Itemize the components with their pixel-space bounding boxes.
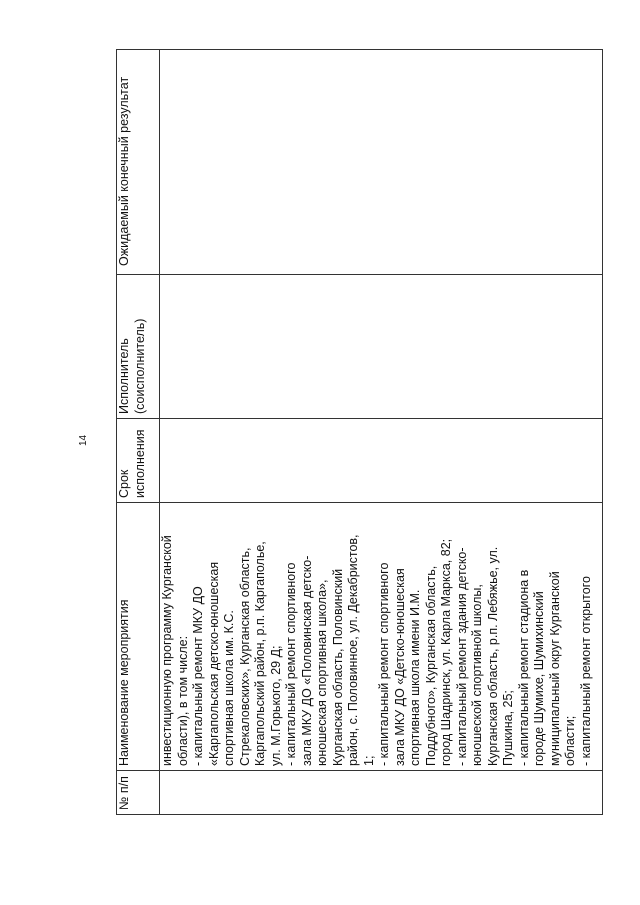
description-line: - капитальный ремонт здания детско- bbox=[454, 547, 469, 766]
description-line: - капитальный ремонт стадиона в bbox=[516, 569, 531, 766]
description-line: Стрекаловских», Курганская область, bbox=[237, 547, 252, 766]
description-line: Каргапольский район, р.п. Каргаполье, bbox=[253, 541, 267, 766]
description-line: зала МКУ ДО «Половинская детско- bbox=[299, 555, 314, 766]
events-table bbox=[116, 49, 603, 815]
description-line: зала МКУ ДО «Детско-юношеская bbox=[392, 568, 407, 766]
table-row bbox=[160, 50, 603, 815]
description-line: Курганская область, Половинский bbox=[330, 568, 345, 766]
description-line: - капитальный ремонт МКУ ДО bbox=[191, 586, 205, 766]
description-line: Курганская область, р.п. Лебяжье, ул. bbox=[485, 546, 500, 766]
description-line: - капитальный ремонт спортивного bbox=[284, 562, 298, 766]
description-line: город Шадринск, ул. Карла Маркса, 82; bbox=[439, 538, 453, 766]
cell-deadline bbox=[160, 419, 603, 503]
description-line: инвестиционную программу Курганской bbox=[160, 535, 174, 766]
description-line: район, с. Половинное, ул. Декабристов, bbox=[346, 534, 360, 766]
cell-executor bbox=[160, 275, 603, 419]
description-text bbox=[160, 507, 594, 766]
header-name: Наименование мероприятия bbox=[117, 503, 160, 771]
description-line: 1; bbox=[361, 755, 376, 766]
description-line: городе Шумихе, Шумихинский bbox=[532, 591, 546, 766]
description-line: ул. М.Горького, 29 Д; bbox=[268, 645, 283, 766]
description-line: юношеской спортивной школы, bbox=[470, 584, 484, 766]
header-result: Ожидаемый конечный результат bbox=[117, 50, 160, 275]
description-line: Поддубного», Курганская область, bbox=[423, 565, 438, 766]
description-line: «Каргапольская детско-юношеская bbox=[206, 561, 221, 766]
table-container bbox=[116, 50, 603, 815]
page-number: 14 bbox=[78, 434, 89, 446]
description-line: области), в том числе: bbox=[175, 635, 190, 766]
description-line: области; bbox=[563, 715, 577, 766]
header-executor: Исполнитель (соисполнитель) bbox=[117, 275, 160, 419]
cell-description bbox=[160, 503, 603, 771]
description-line: муниципальный округ Курганской bbox=[547, 571, 562, 766]
description-line: спортивная школа имени И.М. bbox=[408, 589, 422, 766]
cell-num bbox=[160, 771, 603, 815]
description-line: - капитальный ремонт спортивного bbox=[377, 562, 391, 766]
table-header-row bbox=[117, 50, 160, 815]
header-deadline: Срок исполнения bbox=[117, 419, 160, 503]
description-line: Пушкина, 25; bbox=[501, 690, 515, 766]
description-line: - капитальный ремонт открытого bbox=[578, 576, 593, 766]
description-line: юношеская спортивная школа», bbox=[315, 579, 329, 766]
description-line: спортивная школа им. К.С. bbox=[222, 610, 236, 766]
header-num: № п/п bbox=[117, 771, 160, 815]
cell-result bbox=[160, 50, 603, 275]
